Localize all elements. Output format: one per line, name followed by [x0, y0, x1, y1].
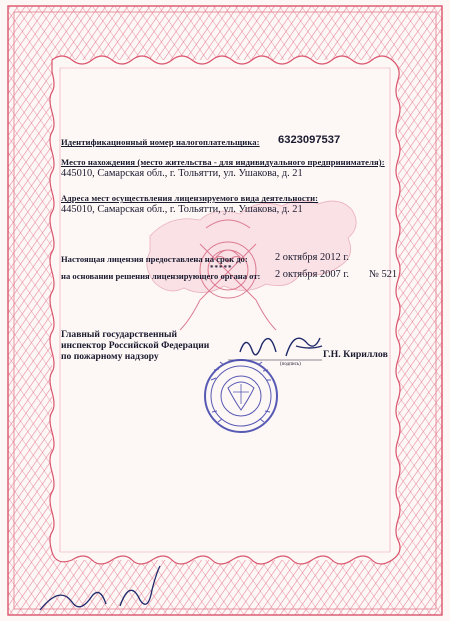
inn-value: 6323097537 — [278, 134, 341, 146]
location-value: 445010, Самарская обл., г. Тольятти, ул. Ушакова, д. 21 — [61, 168, 303, 179]
decision-label: на основании решения лицензирующего органа от: — [61, 271, 261, 281]
inspector-title-line1: Главный государственный — [61, 329, 178, 340]
inspector-name: Г.Н. Кириллов — [323, 349, 388, 360]
corner-signatures — [40, 566, 160, 610]
inn-label: Идентификационный номер налогоплательщика: — [61, 137, 260, 147]
signature-caption: (подпись) — [280, 362, 301, 367]
term-stars: ***** — [210, 264, 233, 272]
decision-number: № 521 — [369, 269, 398, 280]
location-label: Место нахождения (место жительства - для индивидуального предпринимателя): — [61, 157, 385, 167]
activity-address-label: Адреса мест осуществления лицензируемого вида деятельности: — [61, 193, 319, 203]
term-date: 2 октября 2012 г. — [275, 252, 350, 263]
term-label: Настоящая лицензия предоставлена на срок до: — [61, 254, 248, 264]
inspector-title-line3: по пожарному надзору — [61, 351, 159, 362]
inspector-title-line2: инспектор Российской Федерации — [61, 340, 210, 351]
inspector-signature — [240, 338, 322, 356]
activity-address-value: 445010, Самарская обл., г. Тольятти, ул. Ушакова, д. 21 — [61, 204, 303, 215]
official-stamp — [205, 360, 277, 432]
decision-date: 2 октября 2007 г. — [275, 269, 350, 280]
